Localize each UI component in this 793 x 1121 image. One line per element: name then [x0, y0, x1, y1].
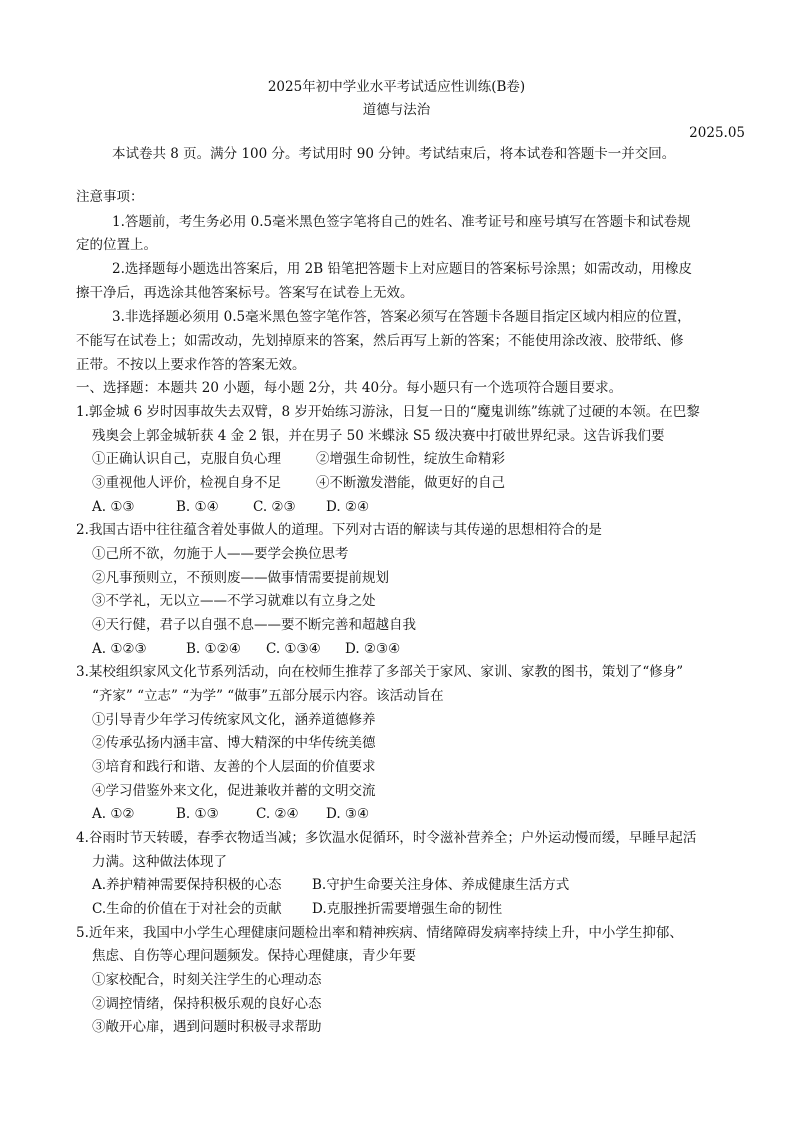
- q1-stem-line-1: 1.郭金城 6 岁时因事故失去双臂，8 岁开始练习游泳，日复一日的“魔鬼训练”练就了过硬的本领。在巴黎: [76, 404, 700, 420]
- q1-stem-line-2: 残奥会上郭金城斩获 4 金 2 银，并在男子 50 米蝶泳 S5 级决赛中打破世界纪录。这告诉我们要: [92, 428, 665, 444]
- q1-statement-4: ④不断激发潜能，做更好的自己: [316, 475, 505, 491]
- q1-statement-1: ①正确认识自己，克服自负心理: [92, 451, 281, 467]
- q2-option-b: B. ①②④: [186, 641, 241, 657]
- q4-option-a: A.养护精神需要保持积极的心态: [92, 877, 282, 893]
- note-1-line-1: 1.答题前，考生务必用 0.5毫米黑色签字笔将自己的姓名、准考证号和座号填写在答题卡和试卷规: [112, 214, 691, 230]
- q1-statement-3: ③重视他人评价，检视自身不足: [92, 475, 281, 491]
- exam-subject: 道德与法治: [362, 102, 431, 118]
- q2-statement-2: ②凡事预则立，不预则废——做事情需要提前规划: [92, 570, 389, 586]
- q3-statement-2: ②传承弘扬内涵丰富、博大精深的中华传统美德: [92, 735, 376, 751]
- q4-stem-line-2: 力满。这种做法体现了: [92, 854, 227, 870]
- note-2-line-2: 擦干净后，再选涂其他答案标号。答案写在试卷上无效。: [76, 285, 414, 301]
- q2-statement-4: ④天行健，君子以自强不息——要不断完善和超越自我: [92, 617, 416, 633]
- q4-option-c: C.生命的价值在于对社会的贡献: [92, 901, 282, 917]
- q1-option-c: C. ②③: [253, 499, 296, 515]
- q3-statement-3: ③培育和践行和谐、友善的个人层面的价值要求: [92, 759, 376, 775]
- q3-option-b: B. ①③: [176, 806, 219, 822]
- note-3-line-2: 不能写在试卷上；如需改动，先划掉原来的答案，然后再写上新的答案；不能使用涂改液、胶带纸、修: [76, 333, 684, 349]
- q2-option-c: C. ①③④: [266, 641, 321, 657]
- exam-date: 2025.05: [689, 125, 745, 141]
- q5-statement-2: ②调控情绪，保持积极乐观的良好心态: [92, 996, 322, 1012]
- q5-statement-3: ③敞开心扉，遇到问题时积极寻求帮助: [92, 1019, 322, 1035]
- q2-option-a: A. ①②③: [92, 641, 147, 657]
- note-2-line-1: 2.选择题每小题选出答案后，用 2B 铅笔把答题卡上对应题目的答案标号涂黑；如需改动，用橡皮: [112, 261, 692, 277]
- q2-stem: 2.我国古语中往往蕴含着处事做人的道理。下列对古语的解读与其传递的思想相符合的是: [76, 522, 602, 538]
- note-3-line-1: 3.非选择题必须用 0.5毫米黑色签字笔作答，答案必须写在答题卡各题目指定区域内相应的位置，: [112, 309, 691, 325]
- q3-stem-line-1: 3.某校组织家风文化节系列活动，向在校师生推荐了多部关于家风、家训、家教的图书，策划了“修身”: [76, 664, 684, 680]
- q5-stem-line-1: 5.近年来，我国中小学生心理健康问题检出率和精神疾病、情绪障碍发病率持续上升，中小学生抑郁、: [76, 925, 683, 941]
- q2-statement-3: ③不学礼，无以立——不学习就难以有立身之处: [92, 593, 376, 609]
- q1-statement-2: ②增强生命韧性，绽放生命精彩: [316, 451, 505, 467]
- exam-intro: 本试卷共 8 页。满分 100 分。考试用时 90 分钟。考试结束后，将本试卷和答题卡一并交回。: [112, 146, 676, 162]
- q5-stem-line-2: 焦虑、自伤等心理问题频发。保持心理健康，青少年要: [92, 948, 416, 964]
- q4-option-b: B.守护生命要关注身体、养成健康生活方式: [312, 877, 570, 893]
- exam-title: 2025年初中学业水平考试适应性训练(B卷): [267, 79, 526, 95]
- note-1-line-2: 定的位置上。: [76, 237, 157, 253]
- q1-option-b: B. ①④: [176, 499, 219, 515]
- q3-option-c: C. ②④: [256, 806, 299, 822]
- section-1-heading: 一、选择题：本题共 20 小题，每小题 2分，共 40分。每小题只有一个选项符合题目要求。: [76, 380, 623, 396]
- note-3-line-3: 正带。不按以上要求作答的答案无效。: [76, 357, 306, 373]
- q4-stem-line-1: 4.谷雨时节天转暖，春季衣物适当减；多饮温水促循环，时令滋补营养全；户外运动慢而缓，早睡早起活: [76, 830, 697, 846]
- notes-heading: 注意事项：: [76, 189, 144, 205]
- q3-stem-line-2: “齐家” “立志” “为学” “做事”五部分展示内容。该活动旨在: [92, 688, 444, 704]
- q3-statement-1: ①引导青少年学习传统家风文化，涵养道德修养: [92, 712, 376, 728]
- q3-option-a: A. ①②: [92, 806, 135, 822]
- q3-option-d: D. ③④: [326, 806, 370, 822]
- q2-option-d: D. ②③④: [345, 641, 401, 657]
- q1-option-a: A. ①③: [92, 499, 135, 515]
- q4-option-d: D.克服挫折需要增强生命的韧性: [312, 901, 503, 917]
- q3-statement-4: ④学习借鉴外来文化，促进兼收并蓄的文明交流: [92, 783, 376, 799]
- q1-option-d: D. ②④: [326, 499, 370, 515]
- q5-statement-1: ①家校配合，时刻关注学生的心理动态: [92, 972, 322, 988]
- q2-statement-1: ①己所不欲，勿施于人——要学会换位思考: [92, 546, 349, 562]
